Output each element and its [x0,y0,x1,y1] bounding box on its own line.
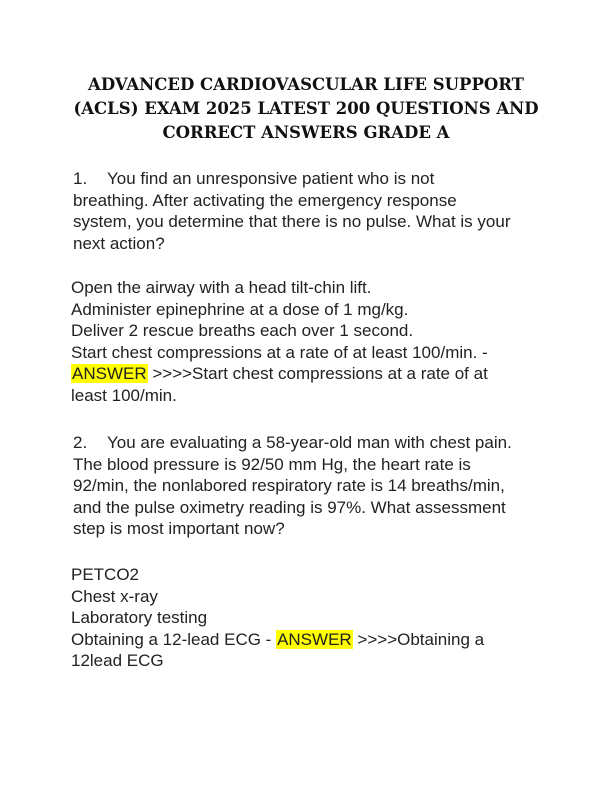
question-2-option-2: Chest x-ray [71,586,158,606]
question-1-option-1: Open the airway with a head tilt-chin lift. [71,278,372,297]
question-2-line-2: The blood pressure is 92/50 mm Hg, the heart rate is [73,454,471,474]
question-2-option-3: Laboratory testing [71,608,208,627]
question-2-line-3: 92/min, the nonlabored respiratory rate is 14 breaths/min, [73,476,505,495]
question-1-number: 1. [73,169,88,188]
question-2-options [71,564,541,672]
question-1-option-3: Deliver 2 rescue breaths each over 1 second. [71,321,414,340]
question-1-options [71,277,541,406]
question-1-line-2: breathing. After activating the emergency response [73,190,457,210]
question-1-answer-option: Start chest compressions at a rate of at least 100/min. - [71,342,488,362]
question-2-line-4: and the pulse oximetry reading is 97%. What assessment [73,497,506,517]
question-2-text [73,432,543,540]
question-2-line-5: step is most important now? [73,519,285,538]
title-line-2: (ACLS) EXAM 2025 LATEST 200 QUESTIONS AND [73,99,539,118]
question-1-line-3: system, you determine that there is no pulse. What is your [73,212,511,231]
question-1-line-1: 1. You find an unresponsive patient who is not [73,169,435,188]
question-1-answer-line-end: least 100/min. [71,385,177,405]
question-1-text [73,168,543,254]
title-line-1: ADVANCED CARDIOVASCULAR LIFE SUPPORT [88,75,524,94]
question-2-answer-line: Obtaining a 12-lead ECG - ANSWER >>>>Obtaining a [71,629,485,649]
question-2-line-1: 2. You are evaluating a 58-year-old man with chest pain. [73,433,512,452]
title-line-3: CORRECT ANSWERS GRADE A [162,123,450,142]
question-1-answer-line: ANSWER >>>>Start chest compressions at a rate of at [72,364,488,383]
answer-highlight: ANSWER [72,364,147,383]
question-1-option-2: Administer epinephrine at a dose of 1 mg/kg. [71,299,409,319]
question-1-line-4: next action? [73,233,165,253]
question-2-answer-line-end: 12lead ECG [71,651,164,670]
document-title [40,73,572,145]
answer-highlight: ANSWER [277,629,352,649]
question-2-number: 2. [73,433,88,452]
question-2-option-1: PETCO2 [71,565,140,584]
